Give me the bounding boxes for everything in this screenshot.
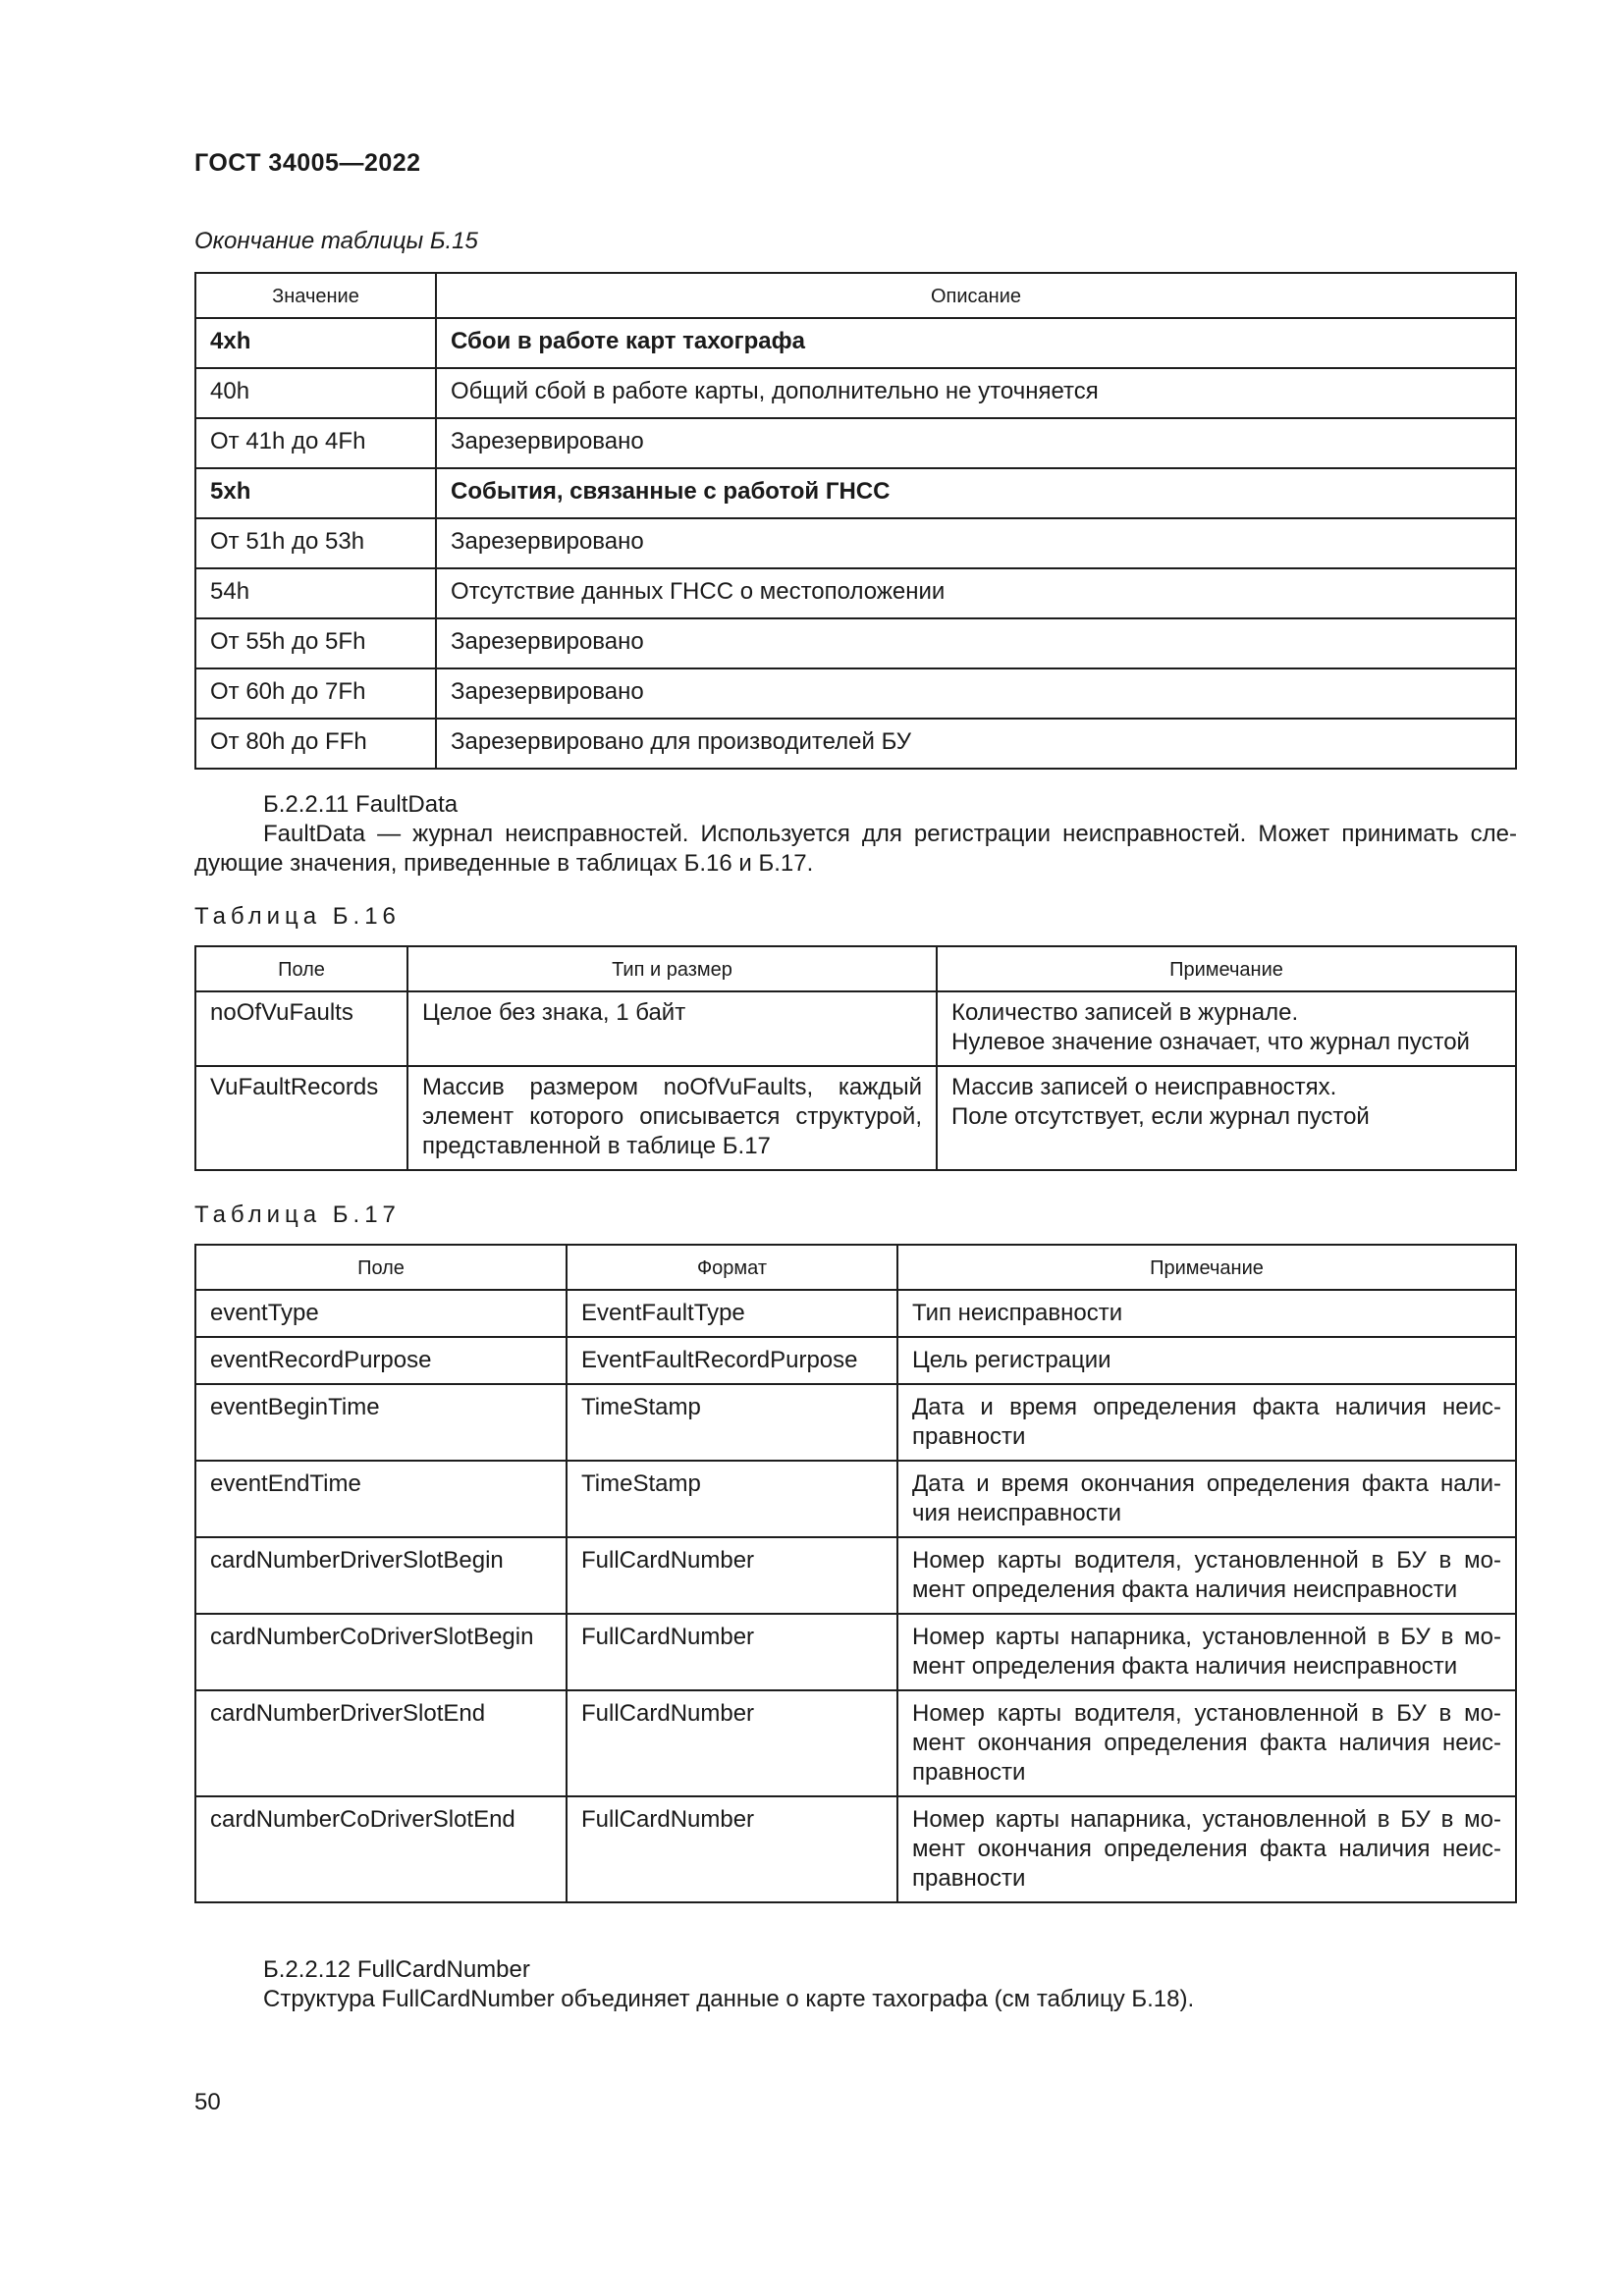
- cell-format: TimeStamp: [567, 1384, 897, 1461]
- column-header-field: Поле: [195, 946, 407, 991]
- cell-field: cardNumberCoDriverSlotBegin: [195, 1614, 567, 1690]
- cell-description: Зарезервировано: [436, 668, 1516, 719]
- table-row: [195, 1290, 1516, 1337]
- note-line: Массив записей о неисправностях.: [951, 1074, 1337, 1100]
- table-b16: [194, 945, 1517, 1171]
- cell-value: От 51h до 53h: [195, 518, 436, 568]
- cell-format: FullCardNumber: [567, 1537, 897, 1614]
- column-header-description: Описание: [436, 273, 1516, 318]
- table-row: [195, 618, 1516, 668]
- cell-note: [937, 991, 1516, 1066]
- table-header-row: [195, 273, 1516, 318]
- table-row: [195, 518, 1516, 568]
- table-row: [195, 991, 1516, 1066]
- table-row: [195, 1066, 1516, 1170]
- table-row: [195, 468, 1516, 518]
- page-number: 50: [194, 2089, 221, 2115]
- table-b15: [194, 272, 1517, 770]
- table-row: [195, 719, 1516, 769]
- table-b15-caption: Окончание таблицы Б.15: [194, 228, 478, 254]
- section-faultdata: [194, 790, 1517, 879]
- cell-value: 5xh: [195, 468, 436, 518]
- cell-field: eventRecordPurpose: [195, 1337, 567, 1384]
- section-heading: Б.2.2.12 FullCardNumber: [263, 1956, 530, 1983]
- cell-description: Сбои в работе карт тахографа: [436, 318, 1516, 368]
- table-row: [195, 418, 1516, 468]
- table-b17: [194, 1244, 1517, 1903]
- cell-value: 54h: [195, 568, 436, 618]
- cell-description: События, связанные с работой ГНСС: [436, 468, 1516, 518]
- table-b16-caption: Таблица Б.16: [194, 903, 401, 930]
- table-b17-caption: Таблица Б.17: [194, 1201, 401, 1228]
- cell-note: Тип неисправности: [897, 1290, 1516, 1337]
- cell-field: eventType: [195, 1290, 567, 1337]
- cell-type: Целое без знака, 1 байт: [407, 991, 937, 1066]
- cell-field: eventBeginTime: [195, 1384, 567, 1461]
- cell-type: Массив размером noOfVuFaults, каждый элемент которого описывается структурой, представленной в таблице Б.17: [407, 1066, 937, 1170]
- table-header-row: [195, 946, 1516, 991]
- cell-field: noOfVuFaults: [195, 991, 407, 1066]
- cell-field: VuFaultRecords: [195, 1066, 407, 1170]
- column-header-value: Значение: [195, 273, 436, 318]
- cell-field: cardNumberCoDriverSlotEnd: [195, 1796, 567, 1902]
- cell-field: cardNumberDriverSlotEnd: [195, 1690, 567, 1796]
- table-row: [195, 1796, 1516, 1902]
- cell-value: От 80h до FFh: [195, 719, 436, 769]
- cell-field: cardNumberDriverSlotBegin: [195, 1537, 567, 1614]
- table-row: [195, 368, 1516, 418]
- cell-format: FullCardNumber: [567, 1614, 897, 1690]
- table-row: [195, 1614, 1516, 1690]
- table-row: [195, 1537, 1516, 1614]
- cell-note: Номер карты напарника, установленной в БУ в мо-мент определения факта наличия неисправности: [897, 1614, 1516, 1690]
- table-row: [195, 318, 1516, 368]
- cell-value: От 60h до 7Fh: [195, 668, 436, 719]
- cell-field: eventEndTime: [195, 1461, 567, 1537]
- note-line: Нулевое значение означает, что журнал пустой: [951, 1029, 1470, 1055]
- cell-description: Зарезервировано: [436, 518, 1516, 568]
- column-header-field: Поле: [195, 1245, 567, 1290]
- cell-value: 4xh: [195, 318, 436, 368]
- column-header-note: Примечание: [897, 1245, 1516, 1290]
- cell-value: 40h: [195, 368, 436, 418]
- column-header-note: Примечание: [937, 946, 1516, 991]
- cell-note: Номер карты напарника, установленной в БУ в мо-мент окончания определения факта наличия неис-правности: [897, 1796, 1516, 1902]
- page-title: ГОСТ 34005—2022: [194, 149, 421, 177]
- table-row: [195, 1461, 1516, 1537]
- cell-note: [937, 1066, 1516, 1170]
- cell-description: Зарезервировано: [436, 418, 1516, 468]
- section-fullcardnumber: [194, 1955, 1517, 2014]
- section-text: Структура FullCardNumber объединяет данные о карте тахографа (см таблицу Б.18).: [263, 1986, 1195, 2012]
- note-line: Поле отсутствует, если журнал пустой: [951, 1103, 1370, 1130]
- cell-format: FullCardNumber: [567, 1796, 897, 1902]
- section-heading: Б.2.2.11 FaultData: [263, 791, 459, 818]
- cell-note: Цель регистрации: [897, 1337, 1516, 1384]
- table-row: [195, 1690, 1516, 1796]
- column-header-type: Тип и размер: [407, 946, 937, 991]
- cell-description: Общий сбой в работе карты, дополнительно не уточняется: [436, 368, 1516, 418]
- cell-format: TimeStamp: [567, 1461, 897, 1537]
- note-line: Количество записей в журнале.: [951, 999, 1299, 1026]
- cell-format: EventFaultType: [567, 1290, 897, 1337]
- cell-format: FullCardNumber: [567, 1690, 897, 1796]
- table-row: [195, 1337, 1516, 1384]
- cell-note: Номер карты водителя, установленной в БУ в мо-мент окончания определения факта наличия неис-правности: [897, 1690, 1516, 1796]
- table-row: [195, 668, 1516, 719]
- cell-note: Дата и время окончания определения факта нали-чия неисправности: [897, 1461, 1516, 1537]
- cell-note: Дата и время определения факта наличия неис-правности: [897, 1384, 1516, 1461]
- cell-description: Зарезервировано для производителей БУ: [436, 719, 1516, 769]
- section-text: FaultData — журнал неисправностей. Используется для регистрации неисправностей. Может принимать сле-дующие значения, приведенные в таблицах Б.16 и Б.17.: [194, 821, 1517, 877]
- cell-description: Отсутствие данных ГНСС о местоположении: [436, 568, 1516, 618]
- table-row: [195, 1384, 1516, 1461]
- column-header-format: Формат: [567, 1245, 897, 1290]
- cell-format: EventFaultRecordPurpose: [567, 1337, 897, 1384]
- cell-description: Зарезервировано: [436, 618, 1516, 668]
- cell-value: От 41h до 4Fh: [195, 418, 436, 468]
- cell-note: Номер карты водителя, установленной в БУ в мо-мент определения факта наличия неисправности: [897, 1537, 1516, 1614]
- table-header-row: [195, 1245, 1516, 1290]
- table-row: [195, 568, 1516, 618]
- cell-value: От 55h до 5Fh: [195, 618, 436, 668]
